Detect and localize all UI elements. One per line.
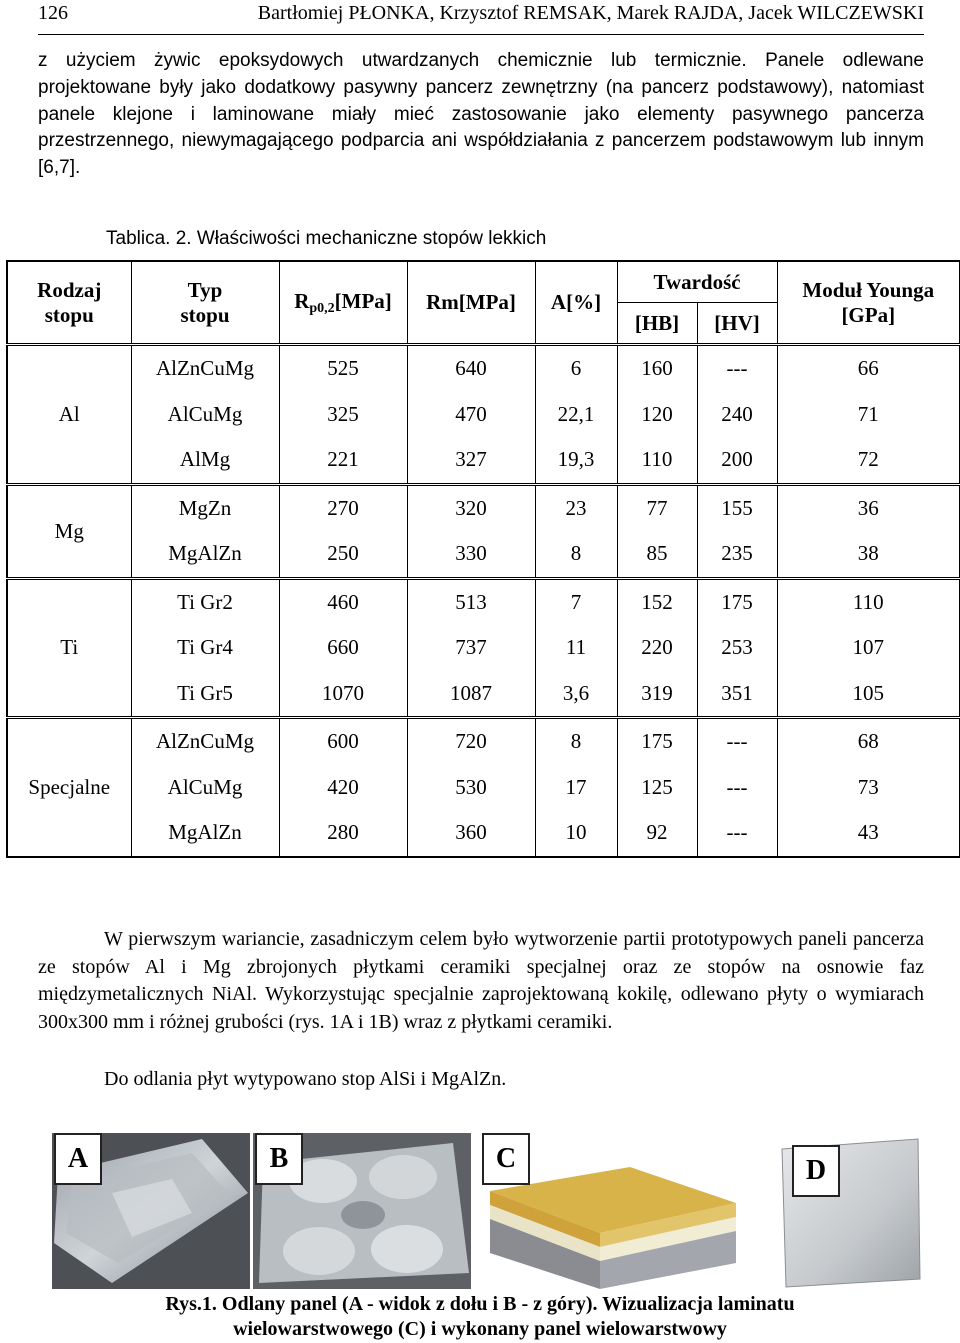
cell-rp: 270 [279,484,407,531]
cell-a: 11 [535,625,617,671]
header-typ: Typ stopu [131,261,279,345]
cell-hv: --- [697,718,777,765]
cell-rp: 1070 [279,671,407,718]
cell-a: 23 [535,484,617,531]
figure-label-a: A [54,1133,102,1185]
cell-e: 66 [777,345,960,392]
cell-e: 43 [777,810,960,857]
cell-typ: MgAlZn [131,531,279,578]
cell-e: 110 [777,578,960,625]
cell-hv: --- [697,765,777,811]
cell-hv: 175 [697,578,777,625]
paragraph-variant: W pierwszym wariancie, zasadniczym celem było wytworzenie partii prototypowych paneli pancerza ze stopów Al i Mg zbrojonych płytkami ceramiki specjalnej oraz ze stopów na osnowie faz międzymetalicznych NiAl. Wykorzystując specjalnie zaprojektowaną kokilę, odlewano płyty o wymiarach 300x300 mm i różnej grubości (rys. 1A i 1B) wraz z płytkami ceramiki. [38,928,924,1033]
table-body [7,345,960,857]
cell-typ: AlMg [131,437,279,484]
cell-a: 6 [535,345,617,392]
figure-label-b: B [255,1133,303,1185]
cell-e: 71 [777,392,960,438]
header-rp02: $R_{p0,2}[MPa]$ [279,261,407,345]
cell-typ: Ti Gr4 [131,625,279,671]
table-row [7,625,960,671]
header-twardosc: Twardość [617,261,777,303]
cell-rodzaj: Mg [7,484,131,578]
cell-a: 10 [535,810,617,857]
cell-rodzaj: Specjalne [7,718,131,857]
cell-rp: 221 [279,437,407,484]
cell-rp: 660 [279,625,407,671]
cell-rm: 470 [407,392,535,438]
table-row [7,437,960,484]
header-a: A[%] [535,261,617,345]
cell-rm: 513 [407,578,535,625]
table-row [7,810,960,857]
cell-typ: Ti Gr5 [131,671,279,718]
cell-hv: 240 [697,392,777,438]
paragraph-alloys: Do odlania płyt wytypowano stop AlSi i MgAlZn. [104,1068,507,1090]
figure-label-c: C [482,1133,530,1185]
cell-e: 72 [777,437,960,484]
cell-rm: 737 [407,625,535,671]
table-row [7,531,960,578]
cell-hv: 200 [697,437,777,484]
cell-rm: 530 [407,765,535,811]
cell-e: 105 [777,671,960,718]
cell-hv: --- [697,345,777,392]
cell-rodzaj: Ti [7,578,131,718]
figure-d-multilayer-panel [752,1133,922,1289]
mechanical-properties-table [6,260,960,858]
figure-a-cast-panel-bottom [52,1133,250,1289]
cell-hv: 253 [697,625,777,671]
table-row [7,578,960,625]
header-rm: Rm[MPa] [407,261,535,345]
cell-hv: 155 [697,484,777,531]
table-row [7,718,960,765]
cell-a: 22,1 [535,392,617,438]
cell-a: 7 [535,578,617,625]
cell-a: 17 [535,765,617,811]
running-head-authors: Bartłomiej PŁONKA, Krzysztof REMSAK, Marek RAJDA, Jacek WILCZEWSKI [257,2,924,24]
cell-a: 8 [535,531,617,578]
cell-hb: 319 [617,671,697,718]
cell-hb: 125 [617,765,697,811]
figure-b-cast-panel-top [253,1133,471,1289]
figure-panels [52,1133,922,1289]
cell-rp: 600 [279,718,407,765]
cell-hb: 120 [617,392,697,438]
cell-e: 107 [777,625,960,671]
figure-c-laminate-visualization [480,1133,742,1289]
cell-hb: 152 [617,578,697,625]
cell-rp: 525 [279,345,407,392]
header-young: Moduł Younga [GPa] [777,261,960,345]
page-number: 126 [38,2,68,24]
cell-rp: 250 [279,531,407,578]
cell-hb: 110 [617,437,697,484]
cell-e: 36 [777,484,960,531]
cell-hb: 220 [617,625,697,671]
header-hv: [HV] [697,303,777,345]
cell-hv: 351 [697,671,777,718]
cell-hb: 175 [617,718,697,765]
cell-typ: MgZn [131,484,279,531]
table-row [7,484,960,531]
table-row [7,392,960,438]
cell-e: 73 [777,765,960,811]
cell-hb: 77 [617,484,697,531]
cell-rp: 420 [279,765,407,811]
cell-a: 3,6 [535,671,617,718]
cell-typ: Ti Gr2 [131,578,279,625]
cell-rm: 360 [407,810,535,857]
cell-rm: 327 [407,437,535,484]
header-rodzaj: Rodzaj stopu [7,261,131,345]
table-caption: Tablica. 2. Właściwości mechaniczne stopów lekkich [106,228,547,249]
cell-typ: AlZnCuMg [131,345,279,392]
table-row [7,671,960,718]
cell-rp: 280 [279,810,407,857]
cell-typ: AlZnCuMg [131,718,279,765]
cell-hb: 160 [617,345,697,392]
figure-caption: Rys.1. Odlany panel (A - widok z dołu i B - z góry). Wizualizacja laminatu wielowarstwowego (C) i wykonany panel wielowarstwowy [165,1293,795,1340]
cell-hv: 235 [697,531,777,578]
cell-typ: AlCuMg [131,765,279,811]
page-header [38,0,924,35]
cell-rp: 325 [279,392,407,438]
cell-hb: 85 [617,531,697,578]
cell-rm: 640 [407,345,535,392]
table-row [7,345,960,392]
cell-hb: 92 [617,810,697,857]
cell-e: 38 [777,531,960,578]
cell-rm: 330 [407,531,535,578]
cell-a: 8 [535,718,617,765]
cell-typ: AlCuMg [131,392,279,438]
cell-typ: MgAlZn [131,810,279,857]
cell-rm: 1087 [407,671,535,718]
cell-hv: --- [697,810,777,857]
cell-rm: 720 [407,718,535,765]
header-hb: [HB] [617,303,697,345]
cell-rm: 320 [407,484,535,531]
cell-e: 68 [777,718,960,765]
intro-paragraph: z użyciem żywic epoksydowych utwardzanych chemicznie lub termicznie. Panele odlewane projektowane były jako dodatkowy pasywny pancerz zewnętrzny (na pancerz podstawowy), natomiast panele klejone i laminowane miały mieć zastosowanie jako elementy pasywnego pancerza przestrzennego, niewymagającego podparcia ani współdziałania z pancerzem podstawowym lub innym [6,7]. [38,50,924,179]
cell-rodzaj: Al [7,345,131,485]
cell-a: 19,3 [535,437,617,484]
figure-label-d: D [792,1145,840,1197]
table-row [7,765,960,811]
cell-rp: 460 [279,578,407,625]
